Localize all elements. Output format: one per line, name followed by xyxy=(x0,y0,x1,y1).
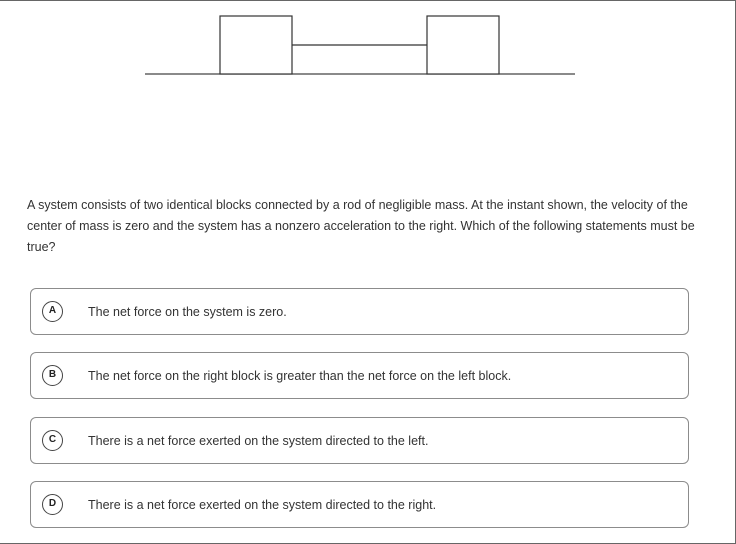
choice-a-letter: A xyxy=(42,301,63,322)
choice-b[interactable] xyxy=(30,352,689,399)
choice-a-text: The net force on the system is zero. xyxy=(88,305,287,319)
choice-d-text: There is a net force exerted on the system directed to the right. xyxy=(88,498,437,512)
choice-c-text: There is a net force exerted on the system directed to the left. xyxy=(88,434,429,448)
choice-d-letter: D xyxy=(42,494,63,515)
choice-a[interactable] xyxy=(30,288,689,335)
choice-b-letter: B xyxy=(42,365,63,386)
two-blocks-rod-diagram xyxy=(0,1,736,91)
choice-d[interactable] xyxy=(30,481,689,528)
question-stem: A system consists of two identical blocks connected by a rod of negligible mass. At the instant shown, the velocity of the center of mass is zero and the system has a nonzero acceleration to the right. Which of the following statements must be true? xyxy=(27,198,695,254)
choice-c-letter: C xyxy=(42,430,63,451)
choice-c[interactable] xyxy=(30,417,689,464)
left-block xyxy=(220,16,292,74)
choice-b-text: The net force on the right block is greater than the net force on the left block. xyxy=(88,369,512,383)
right-block xyxy=(427,16,499,74)
